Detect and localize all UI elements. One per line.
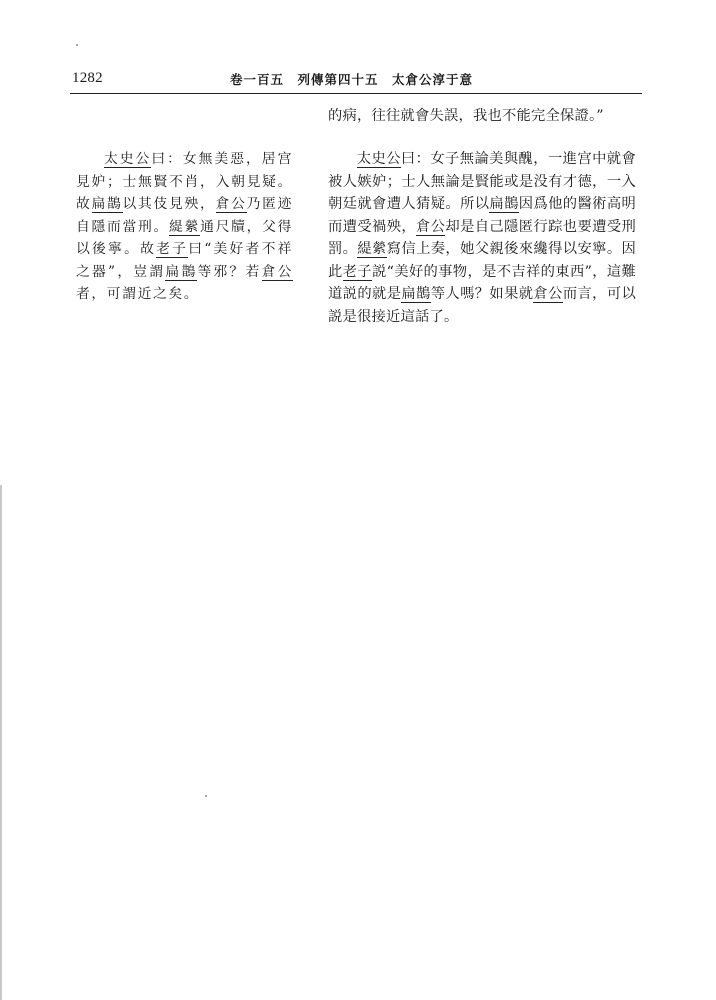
proper-name: 扁鵲: [401, 286, 431, 302]
text-run: 通尺牘，父得以後寧。故: [76, 218, 293, 257]
classical-paragraph: [76, 148, 293, 306]
header-rule: [70, 93, 642, 94]
proper-name: 倉公: [215, 196, 247, 212]
proper-name: 太史公: [103, 151, 152, 167]
text-run: 等人嗎？如果就: [430, 286, 534, 302]
proper-name: 扁鵲: [165, 263, 198, 280]
translation-continuation: [328, 105, 636, 128]
translation-body: [328, 151, 636, 325]
proper-name: 太史公: [356, 151, 401, 167]
text-run: 以其伎見殃，: [122, 196, 216, 212]
proper-name: 老子: [342, 263, 372, 280]
scan-speck: [76, 44, 78, 46]
text-run: 等邪？若: [197, 263, 262, 280]
classical-body: [76, 151, 293, 302]
classical-text-column: [76, 148, 293, 306]
text-run: 却是自己隱匿行踪也要遭受刑罰。: [328, 218, 636, 257]
proper-name: 老子: [156, 241, 189, 257]
text-run: 而言，可以説是很接近這話了。: [328, 286, 637, 325]
translation-paragraph: [328, 148, 636, 328]
text-run: 者，可謂近之矣。: [76, 286, 200, 302]
page-number: 1282: [72, 70, 103, 86]
scan-speck: [205, 795, 207, 797]
proper-name: 倉公: [261, 263, 294, 280]
running-head: 卷一百五 列傳第四十五 太倉公淳于意: [230, 72, 474, 87]
proper-name: 緹縈: [357, 241, 387, 257]
proper-name: 扁鵲: [489, 196, 519, 212]
text-run: 曰“美好者不祥之器”，豈謂: [76, 241, 294, 280]
proper-name: 扁鵲: [91, 196, 123, 212]
text-run: 曰：女無美惡，居宫見妒；士無賢不肖，入朝見疑。故: [76, 151, 293, 212]
text-run: 説“美好的事物，是不吉祥的東西”，這難道説的就是: [328, 263, 637, 302]
continuation-text: 的病，往往就會失誤，我也不能完全保證。”: [328, 108, 604, 124]
proper-name: 倉公: [416, 218, 446, 235]
proper-name: 倉公: [533, 286, 563, 302]
scan-margin-line: [0, 485, 2, 1000]
text-run: 寫信上奏，她父親後來纔得以安寧。因此: [328, 241, 637, 280]
text-run: 因爲他的醫術高明而遭受禍殃，: [328, 196, 636, 235]
proper-name: 緹縈: [169, 218, 201, 235]
page-header: [70, 62, 642, 92]
text-run: 乃匿迹自隱而當刑。: [76, 196, 293, 235]
translation-text-column: [328, 148, 636, 328]
text-run: 曰：女子無論美與醜，一進宫中就會被人嫉妒；士人無論是賢能或是没有才德，一入朝廷就會遭人猜疑。所以: [328, 151, 636, 212]
